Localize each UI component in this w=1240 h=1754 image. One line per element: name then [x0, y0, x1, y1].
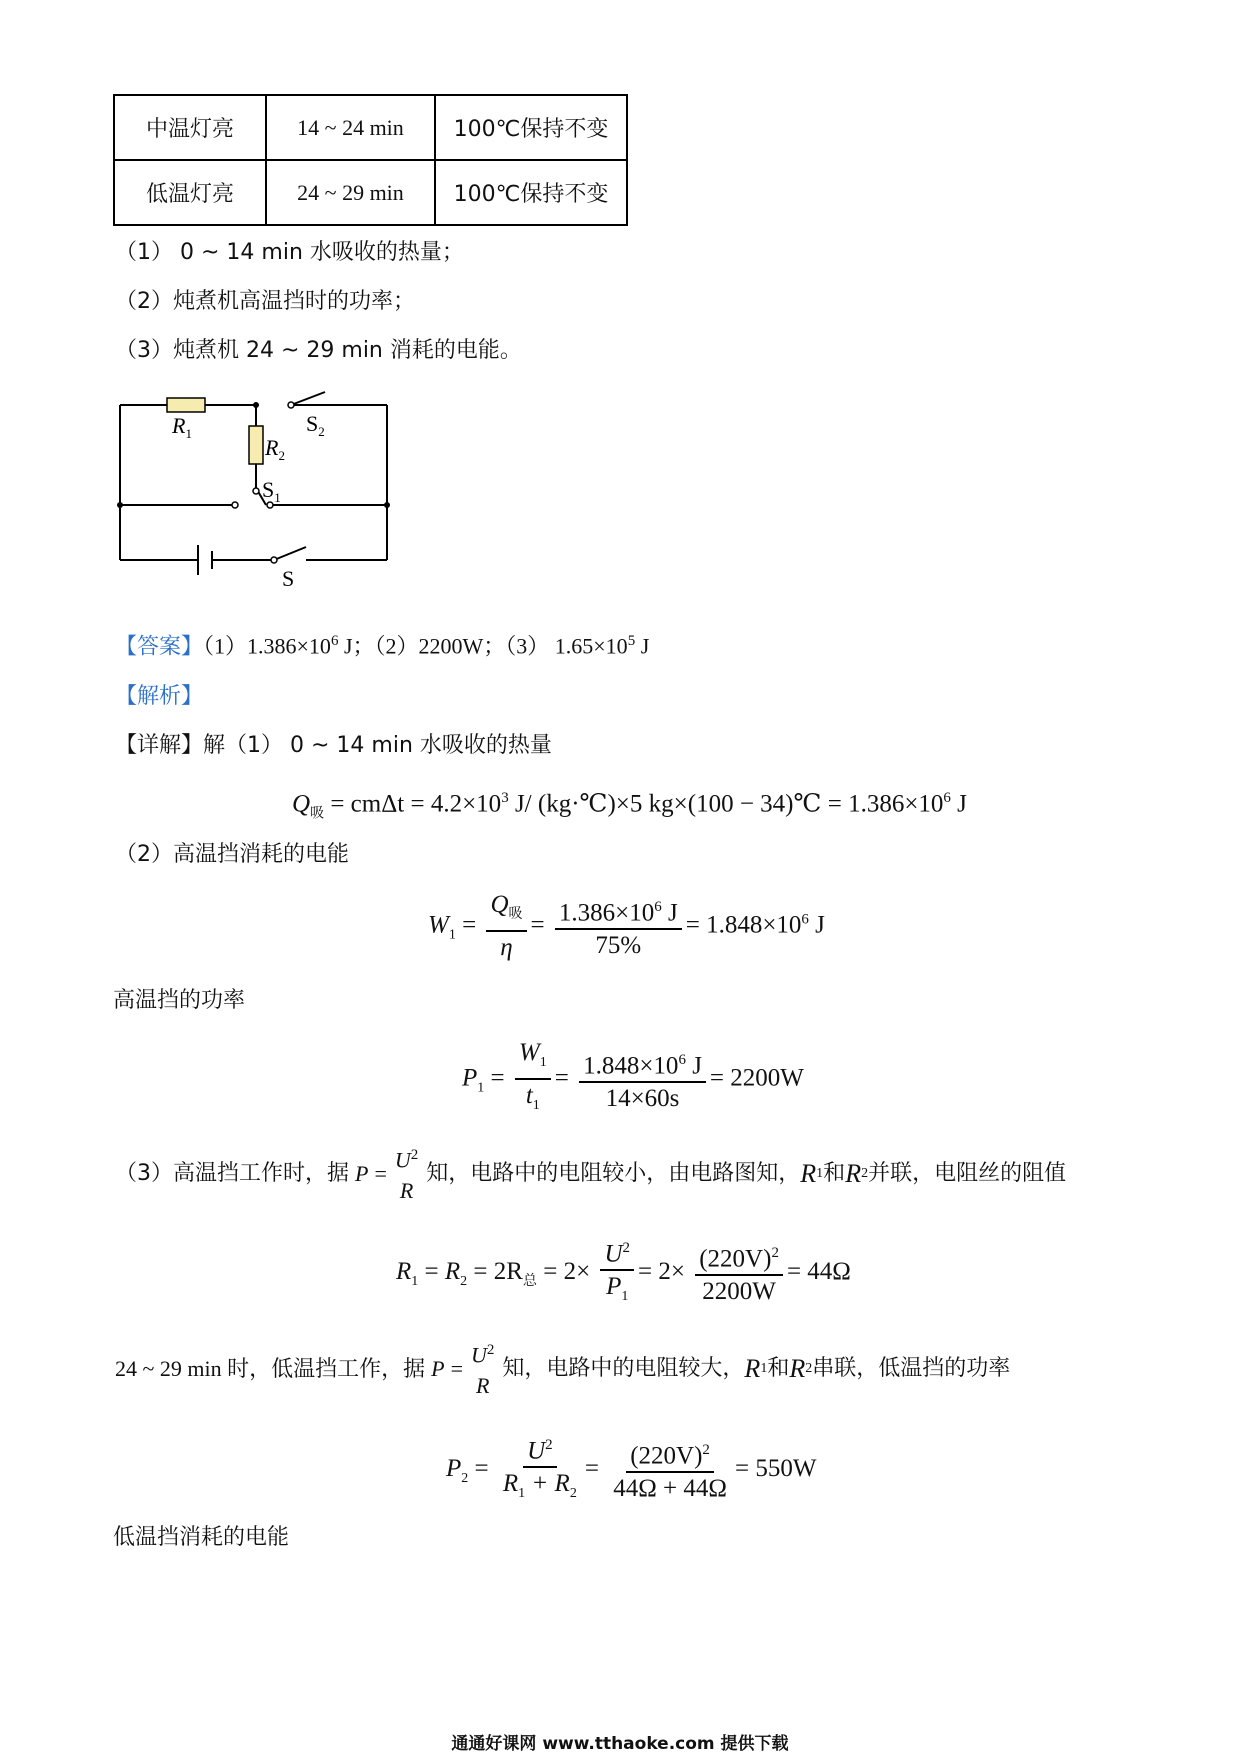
equation-heat-absorbed: $Q_吸 = cm\Delta t = 4.2\times 10^3$ J/ (kg·℃)×5 kg×(100 − 34)℃ = $1.386\times 10^6$ J: [292, 790, 967, 822]
detail-line: 【详解】解（1） 0 ~ 14 min 水吸收的热量: [115, 733, 552, 758]
analysis-tag: 【解析】: [115, 684, 204, 709]
step4-text: 24 ~ 29 min 时，低温挡工作，据 P = $U^2$ R 知，电路中的电阻较大， R 1 和 R 2 串联，低温挡的功率: [115, 1342, 1011, 1399]
equation-high-power: $P_1$ = $\frac{W_1}{t_1}$ = $\frac{1.848\times 10^6 J}{14\times 60s}$ = 2200W: [462, 1039, 804, 1113]
table-cell: 中温灯亮: [114, 95, 266, 160]
step3-text: （3）高温挡工作时，据 P = $U^2$ R 知，电路中的电阻较小，由电路图知， R 1 和 R 2 并联，电阻丝的阻值: [115, 1147, 1067, 1204]
footer-text: 通通好课网 www.tthaoke.com 提供下载: [451, 1734, 789, 1754]
question-3: （3）炖煮机 24 ~ 29 min 消耗的电能。: [115, 338, 522, 363]
resistor-r2: [249, 426, 263, 464]
equation-resistance: $R_1 = R_2 = 2R_总 = 2\times$ $\frac{U^2}{P_1}$ = 2× $\frac{(220V)^2}{2200W}$ = 44Ω: [396, 1233, 851, 1313]
equation-electric-energy: $W_1$ = $\frac{Q_吸}{\eta}$ = $\frac{1.386\times 10^6 J}{75\%}$ = $1.848\times 10^6$ J: [428, 891, 825, 961]
label-r2: $R_2$: [265, 435, 285, 463]
circuit-diagram: [110, 385, 400, 590]
question-2: （2）炖煮机高温挡时的功率；: [115, 289, 415, 314]
detail-tag: 【详解】: [115, 733, 204, 758]
table-cell: 14 ~ 24 min: [266, 95, 435, 160]
label-s1: $S_1$: [262, 477, 281, 505]
heating-stage-table: [113, 94, 628, 226]
table-row: [114, 95, 627, 160]
answer-line: 【答案】$(1)1.386\times 10^6$ J；（2）2200W；（3） $1.65\times 10^5$ J: [115, 633, 650, 659]
table-cell: 24 ~ 29 min: [266, 160, 435, 225]
table-row: [114, 160, 627, 225]
power-label: 高温挡的功率: [113, 988, 246, 1013]
step2-text: （2）高温挡消耗的电能: [115, 842, 349, 867]
answer-tag: 【答案】: [115, 633, 204, 659]
low-energy-label: 低温挡消耗的电能: [113, 1525, 290, 1550]
label-s2: $S_2$: [306, 411, 325, 439]
resistor-r1: [167, 398, 205, 412]
table-cell: 100℃保持不变: [435, 95, 627, 160]
table-cell: 低温灯亮: [114, 160, 266, 225]
table-cell: 100℃保持不变: [435, 160, 627, 225]
question-1: （1） 0 ~ 14 min 水吸收的热量；: [115, 240, 464, 265]
equation-low-power: $P_2$ = $\frac{U^2}{R_1 + R_2}$ = $\frac{(220V)^2}{44\Omega + 44\Omega}$ = 550W: [446, 1430, 816, 1510]
label-r1: $R_1$: [172, 413, 192, 441]
label-s: S: [282, 566, 295, 590]
